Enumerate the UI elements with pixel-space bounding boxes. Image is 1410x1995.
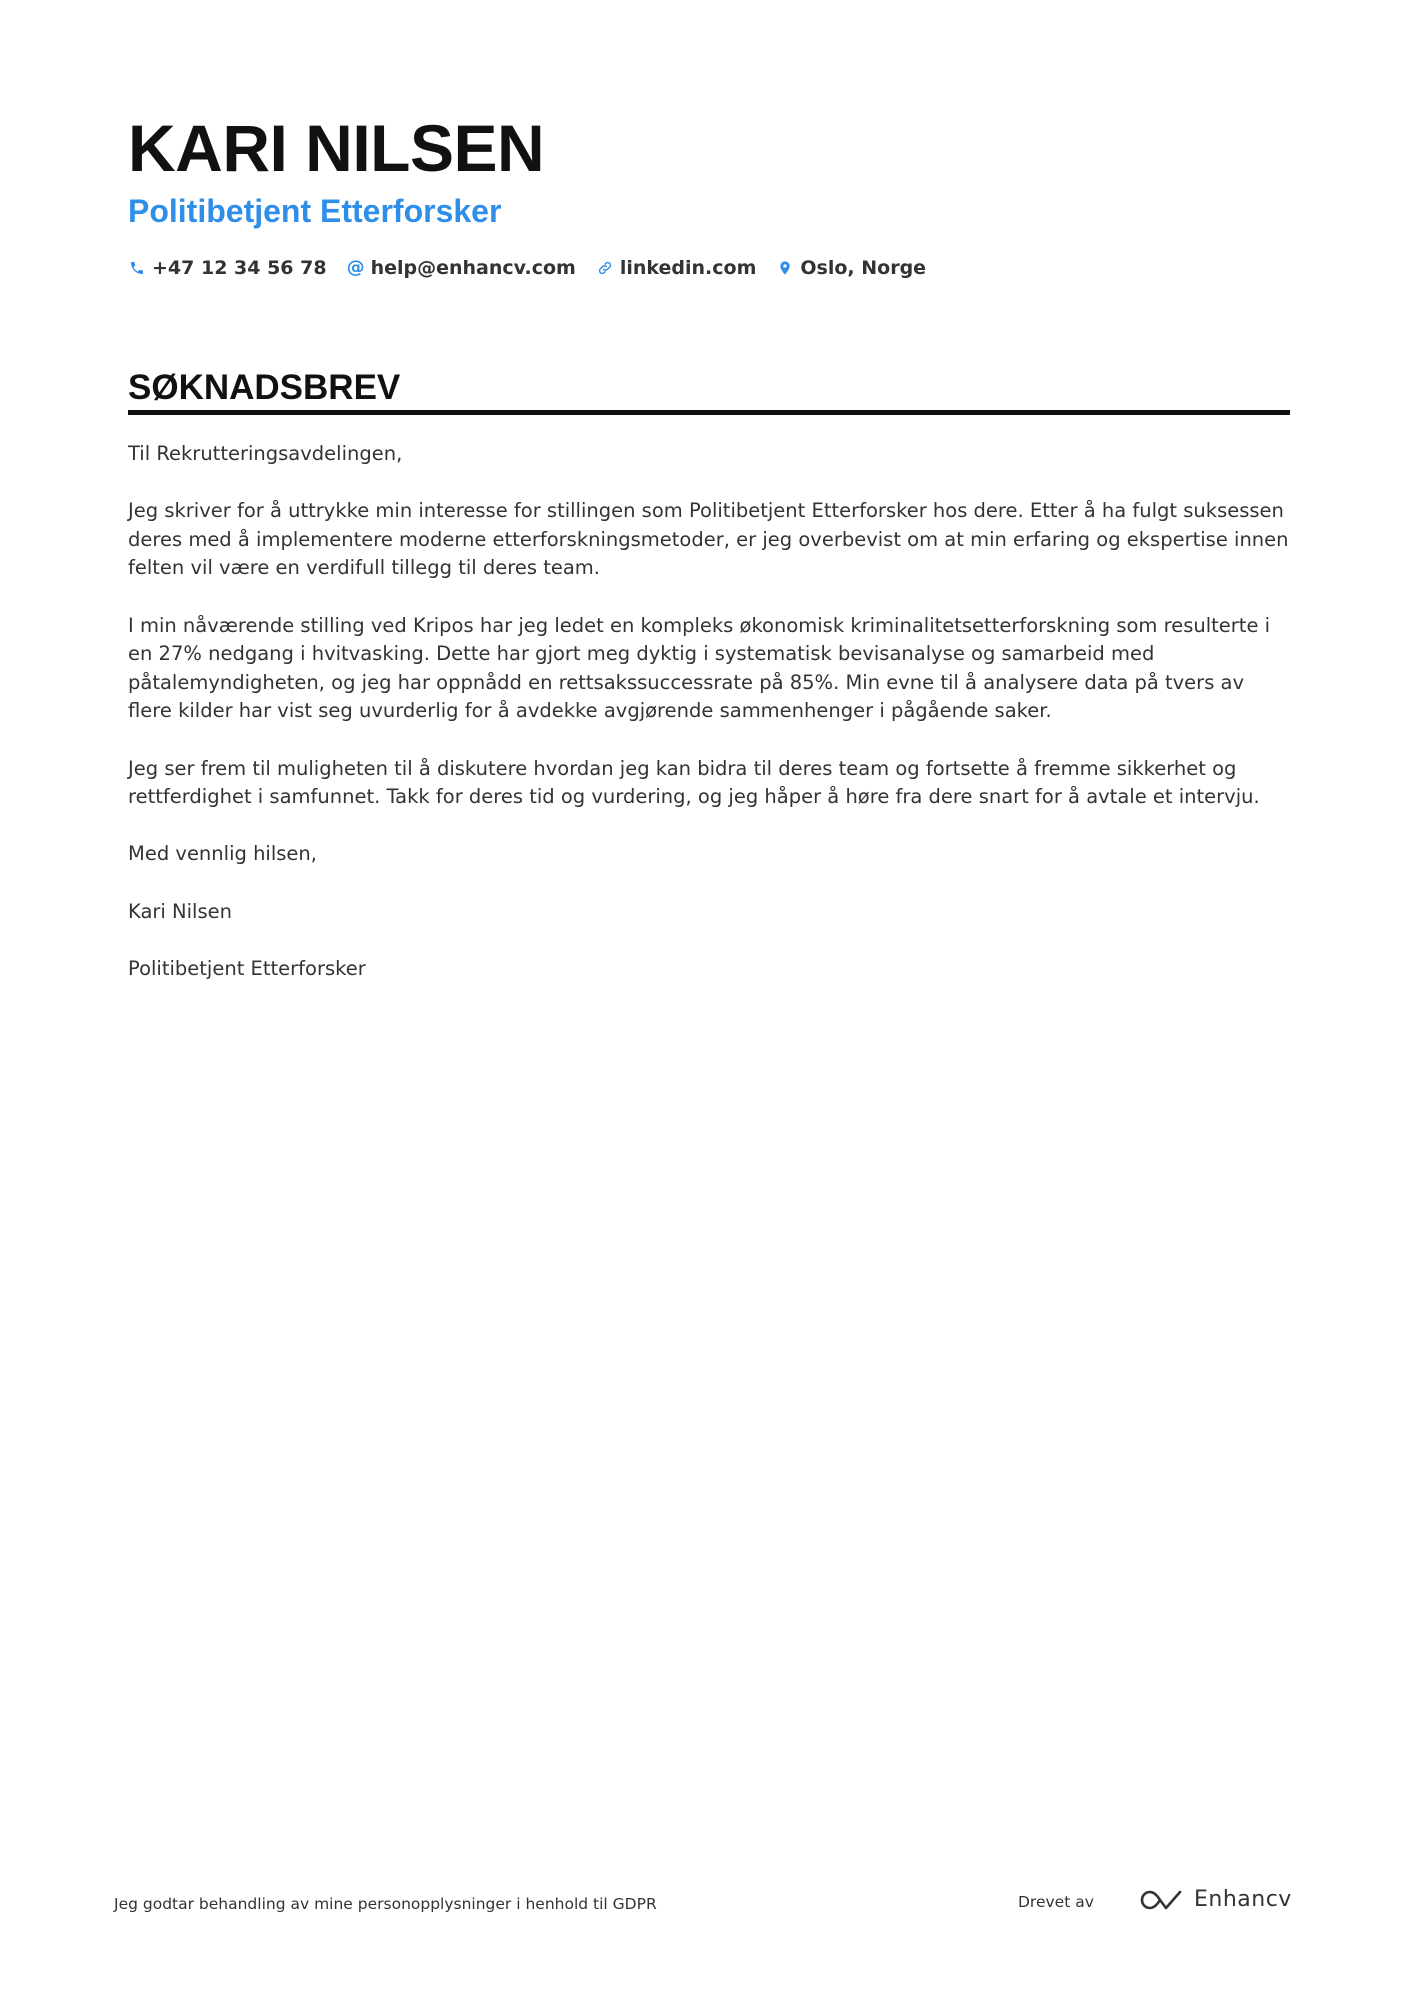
candidate-job-title: Politibetjent Etterforsker (128, 193, 502, 229)
candidate-name: KARI NILSEN (128, 111, 545, 185)
location-pin-icon (776, 259, 794, 277)
cover-letter-page (128, 0, 1290, 1995)
contact-location-value: Oslo, Norge (800, 257, 927, 279)
section-divider (128, 410, 1290, 415)
phone-icon (128, 259, 146, 277)
contact-phone[interactable] (128, 252, 327, 284)
section-title: SØKNADSBREV (128, 368, 401, 407)
signature-name: Kari Nilsen (128, 899, 232, 923)
contact-email-value: help@enhancv.com (370, 257, 576, 279)
letter-paragraph: Jeg skriver for å uttrykke min interesse for stillingen som Politibetjent Etterforsker hos dere. Etter å ha fulgt suksessen deres med å implementere moderne etterforskningsmetoder, er jeg overbevist om at min erfaring og ekspertise innen felten vil være en verdifull tillegg til deres team. (128, 499, 1289, 580)
link-icon (596, 259, 614, 277)
contact-linkedin-value: linkedin.com (619, 257, 757, 279)
contact-location (776, 252, 926, 284)
contact-email[interactable] (347, 252, 576, 284)
letter-salutation: Til Rekrutteringsavdelingen, (128, 442, 403, 465)
letter-paragraph: I min nåværende stilling ved Kripos har jeg ledet en kompleks økonomisk kriminalitetsetterforskning som resulterte i en 27% nedgang i hvitvasking. Dette har gjort meg dyktig i systematisk bevisanalyse og samarbeid med påtalemyndigheten, og jeg har oppnådd en rettsakssuccessrate på 85%. Min evne til å analysere data på tvers av flere kilder har vist seg uvurderlig for å avdekke avgjørende sammenhenger i pågående saker. (128, 613, 1271, 723)
letter-paragraph: Jeg ser frem til muligheten til å diskutere hvordan jeg kan bidra til deres team og fortsette å fremme sikkerhet og rettferdighet i samfunnet. Takk for deres tid og vurdering, og jeg håper å høre fra dere snart for å avtale et intervju. (128, 756, 1260, 809)
signature-title: Politibetjent Etterforsker (128, 956, 366, 980)
powered-by-label: Drevet av (1018, 1893, 1094, 1911)
gdpr-consent-text: Jeg godtar behandling av mine personopplysninger i henhold til GDPR (114, 1895, 657, 1913)
enhancv-logo[interactable] (1138, 1887, 1292, 1913)
letter-body (128, 440, 1290, 1012)
contact-bar (128, 252, 926, 284)
contact-phone-value: +47 12 34 56 78 (152, 257, 327, 279)
at-icon: @ (346, 257, 365, 278)
letter-closing: Med vennlig hilsen, (128, 842, 317, 866)
contact-linkedin[interactable] (596, 252, 757, 284)
enhancv-logo-icon (1138, 1887, 1186, 1913)
enhancv-brand-text: Enhancv (1194, 1887, 1292, 1912)
